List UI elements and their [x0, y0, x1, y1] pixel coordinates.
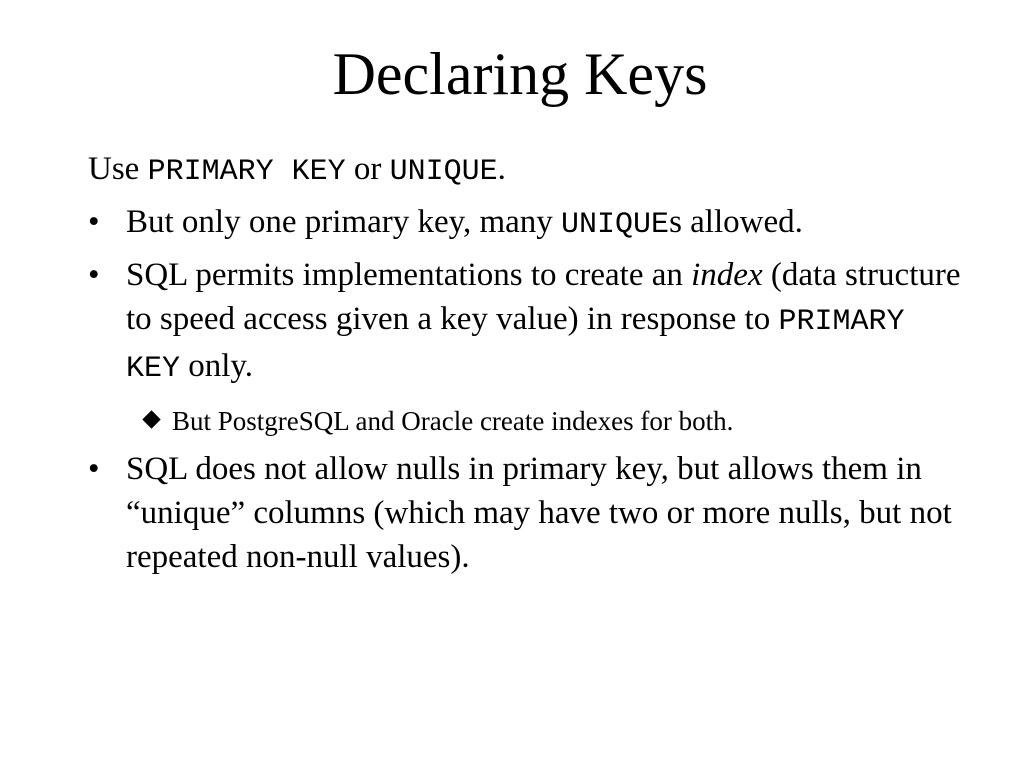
bullet-item-3 [88, 447, 968, 579]
intro-text-2: or [345, 151, 390, 187]
code-unique: UNIQUE [389, 155, 498, 189]
sub-bullet-item-1 [88, 403, 968, 439]
code-primary-key: PRIMARY KEY [147, 155, 346, 189]
bullet-item-1 [88, 200, 968, 247]
slide-title: Declaring Keys [332, 41, 708, 107]
bullet-dot-icon: • [88, 257, 100, 293]
bullet-dot-icon: • [88, 451, 100, 487]
bullet-dot-icon: • [88, 204, 100, 240]
bullet-3-text: SQL does not allow nulls in primary key, but allows them in “unique” columns (which may have two or more nulls, but not repeated non-null values). [126, 451, 952, 575]
diamond-bullet-icon [142, 410, 160, 428]
bullet-1-text-1: But only one primary key, many [126, 204, 562, 240]
bullet-item-2 [88, 253, 968, 391]
slide-content [88, 147, 968, 579]
bullet-1-text-2: s allowed. [669, 204, 803, 240]
code-unique: UNIQUE [561, 208, 670, 242]
intro-line [88, 147, 968, 194]
bullet-2-text-1: SQL permits implementations to create an [126, 257, 692, 293]
intro-text-1: Use [88, 151, 148, 187]
sub-bullet-text: But PostgreSQL and Oracle create indexes for both. [172, 406, 734, 436]
bullet-2-emphasis: index [691, 257, 763, 293]
bullet-2-text-3: only. [180, 348, 254, 384]
intro-text-3: . [497, 151, 506, 187]
code-primary-key: PRIMARY KEY [126, 305, 905, 386]
bullet-2-text-2: (data structure to speed access given a key value) in response to [126, 257, 961, 337]
